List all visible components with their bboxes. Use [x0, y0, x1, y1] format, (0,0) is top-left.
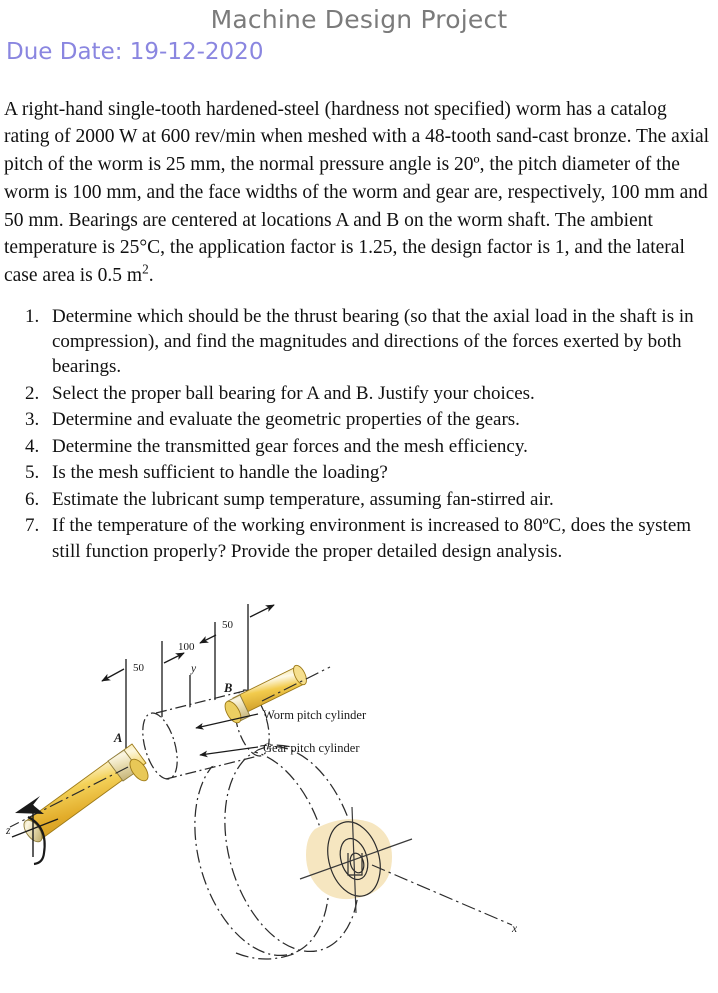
bearing-label-b: B — [224, 681, 233, 695]
page-title: Machine Design Project — [210, 5, 508, 34]
task-list — [0, 304, 718, 565]
list-item: 5. Is the mesh sufficient to handle the loading? — [44, 460, 718, 485]
dimension-label-50-right: 50 — [222, 619, 233, 631]
worm-shaft-left — [20, 744, 151, 845]
dimension-label-50-left: 50 — [133, 662, 144, 674]
list-item: 2. Select the proper ball bearing for A and B. Justify your choices. — [44, 381, 718, 406]
list-item: 4. Determine the transmitted gear forces and the mesh efficiency. — [44, 434, 718, 459]
problem-statement-text: A right-hand single-tooth hardened-steel (hardness not specified) worm has a catalog rating of 2000 W at 600 rev/min when meshed with a 48-tooth sand-cast bronze. The axial pitch of the worm is 25 mm, the normal pressure angle is 20º, the pitch diameter of the worm is 100 mm, and the face widths of the worm and gear are, respectively, 100 mm and 50 mm. Bearings are centered at locations A and B on the worm shaft. The ambient temperature is 25°C, the application factor is 1.25, the design factor is 1, and the lateral case area is 0.5 m — [4, 98, 710, 286]
list-item: 1. Determine which should be the thrust bearing (so that the axial load in the shaft is in compression), and find the magnitudes and directions of the forces exerted by both bearings. — [44, 304, 718, 380]
worm-gear-figure — [0, 591, 718, 993]
problem-statement — [4, 96, 714, 290]
axis-label-x: x — [512, 923, 518, 935]
due-date: Due Date: 19-12-2020 — [6, 39, 264, 65]
list-item: 6. Estimate the lubricant sump temperature, assuming fan-stirred air. — [44, 487, 718, 512]
axis-label-z: z — [6, 825, 11, 837]
callout-worm-pitch-cylinder: Worm pitch cylinder — [263, 708, 367, 722]
dimension-label-100: 100 — [178, 641, 195, 653]
list-item: 7. If the temperature of the working environment is increased to 80ºC, does the system still function properly? Provide the proper detailed design analysis. — [44, 513, 718, 564]
callout-gear-pitch-cylinder: Gear pitch cylinder — [263, 741, 360, 755]
gear-hub — [300, 807, 412, 913]
axis-label-y: y — [191, 663, 197, 675]
problem-statement-tail: . — [148, 264, 154, 286]
list-item: 3. Determine and evaluate the geometric properties of the gears. — [44, 407, 718, 432]
worm-gear-diagram — [0, 591, 718, 993]
problem-statement-superscript: 2 — [142, 261, 149, 277]
bearing-label-a: A — [114, 731, 123, 745]
